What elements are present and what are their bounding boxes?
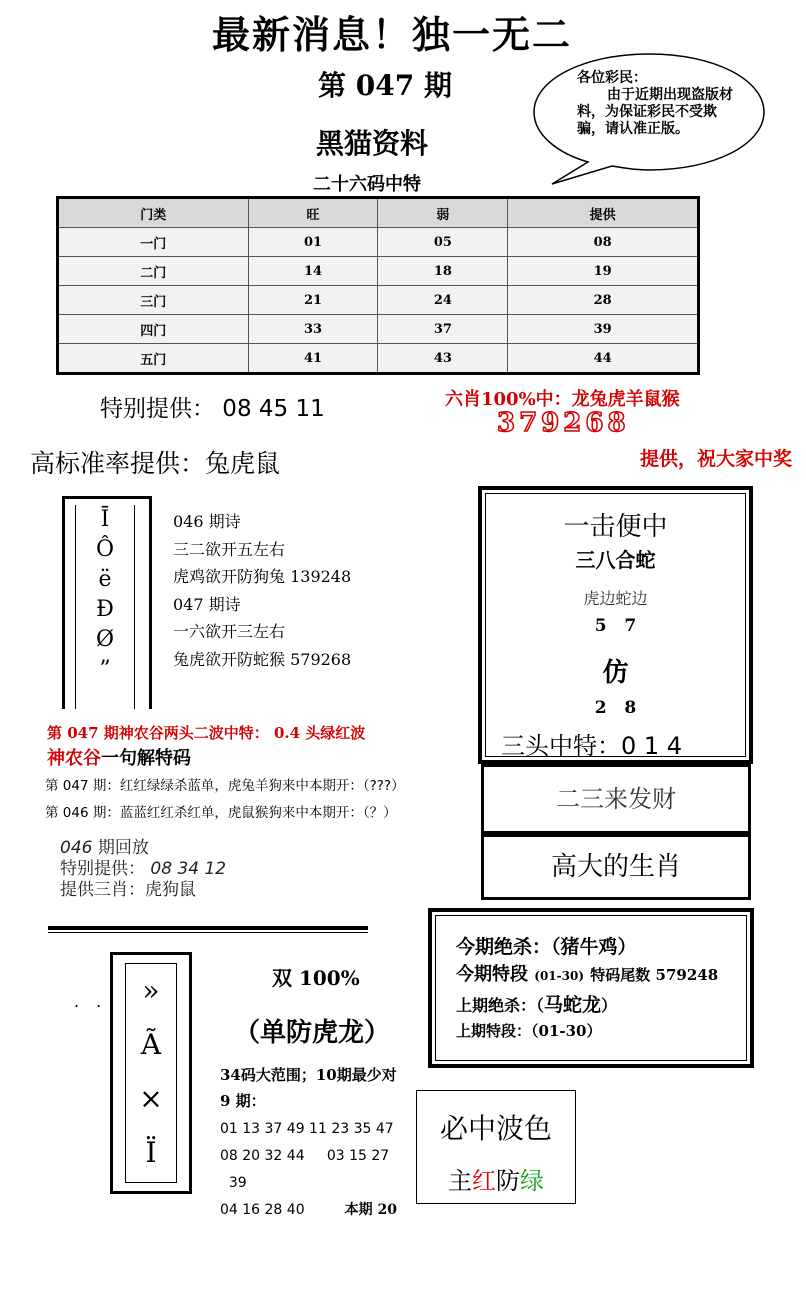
issue-047-line: 第 047 期：红红绿绿杀蓝单，虎兔羊狗来中本期开：（???） [45,778,405,794]
six-zodiac-pick: 六肖100%中：龙兔虎羊鼠猴 [445,389,680,410]
range-issues: 9 期： [220,1092,266,1110]
number-row: 04 16 28 40 [220,1202,305,1218]
review-suffix: 期回放 [97,838,149,858]
table-row [58,315,699,344]
symbol-column [125,963,177,1183]
single-guard: （单防虎龙） [234,1018,391,1048]
review-special-label: 特别提供： [60,859,145,879]
poem-line: 046 期诗 [173,512,241,531]
kill-inner [435,915,747,1061]
number-row-last [220,1197,397,1224]
symbol: » [142,974,160,1007]
table-cell: 39 [508,315,699,344]
range-line: 34码大范围；10期最少对 [220,1066,397,1084]
glyph: Ð [96,597,114,622]
numbers-28: 2 8 [594,698,637,718]
glyph-frame [62,496,152,709]
table-caption: 二十六码中特 [313,174,421,195]
table-cell: 18 [378,257,508,286]
tall-zodiac-box: 高大的生肖 [481,834,751,900]
glyph: ë [98,567,112,592]
review-three [60,880,226,901]
issue-number: 第 047 期 [318,69,452,102]
symbol: Ã [140,1028,162,1061]
table-cell: 44 [508,344,699,374]
door-table [56,196,700,375]
kill-current: 今期绝杀：（猪牛鸡） [456,936,637,958]
review-block [60,838,226,901]
table-header: 弱 [378,198,508,228]
table-cell: 19 [508,257,699,286]
table-row [58,286,699,315]
combo-text: 三八合蛇 [575,548,656,572]
table-row [58,257,699,286]
number-row: 08 20 32 44 03 15 27 [220,1148,390,1164]
shennong-headline: 第 047 期神农谷两头二波中特： 0.4 头绿红波 [47,724,366,742]
table-cell: 24 [378,286,508,315]
divider [48,926,368,930]
table-cell: 三门 [58,286,249,315]
table-row [58,228,699,257]
wave-color-box [416,1090,576,1204]
table-cell: 四门 [58,315,249,344]
divider [48,932,368,933]
table-header-row [58,198,699,228]
table-row [58,344,699,374]
kill-box [428,908,754,1068]
number-row: 01 13 37 49 11 23 35 47 [220,1121,394,1137]
bubble-text [577,70,737,138]
review-issue: 046 [60,838,93,858]
table-cell: 28 [508,286,699,315]
three-head-text: 三头中特：0 1 4 [501,732,683,760]
table-cell: 01 [248,228,378,257]
special-offer: 特别提供： 08 45 11 [100,396,325,422]
symbol: × [139,1082,163,1115]
six-numbers: 379268 [497,408,630,438]
kill-seg-range: (01-30) [534,969,585,983]
wave-red: 红 [472,1167,496,1195]
kill-prev-label: 上期绝杀：（ [456,996,545,1015]
high-rate-offer: 高标准率提供：兔虎鼠 [30,449,281,478]
table-cell: 43 [378,344,508,374]
glyph: Ô [95,537,115,562]
wave-colors [417,1161,575,1196]
review-three-value: 虎狗鼠 [145,880,196,900]
double-title: 双 100% [272,966,360,990]
one-hit-box [478,486,753,764]
table-header: 提供 [508,198,699,228]
shennong-phrase: 一句解特码 [101,748,191,769]
table-cell: 五门 [58,344,249,374]
table-cell: 08 [508,228,699,257]
review-special-value: 08 34 12 [150,859,227,879]
poem-line: 一六欲开三左右 [173,622,286,641]
kill-prev-segment: 上期特段：（01-30） [456,1022,602,1040]
numbers-57: 5 7 [594,616,637,636]
kill-prev-value: 马蛇龙 [544,994,602,1016]
glyph: Ī [100,507,110,532]
source-name: 黑猫资料 [316,127,429,160]
issue-046-line: 第 046 期：蓝蓝红红杀红单，虎鼠猴狗来中本期开：（？） [45,805,397,821]
table-header: 门类 [58,198,249,228]
wave-fang: 防 [496,1167,520,1195]
table-cell: 一门 [58,228,249,257]
fang-text: 仿 [602,658,629,688]
current-issue: 本期 20 [344,1202,397,1218]
kill-seg-label: 今期特段 [456,964,528,985]
shennong-brand: 神农谷 [47,748,101,769]
kill-previous [456,990,617,1017]
edges-text: 虎边蛇边 [583,589,648,608]
shennong-subtitle [47,744,191,770]
one-hit-title: 一击便中 [563,512,668,542]
symbol-frame [110,952,192,1194]
poem-line: 047 期诗 [173,594,241,614]
table-cell: 33 [248,315,378,344]
wave-title: 必中波色 [439,1112,552,1145]
table-cell: 14 [248,257,378,286]
table-header: 旺 [248,198,378,228]
poem-line: 三二欲开五左右 [173,539,286,559]
page-title: 最新消息！独一无二 [212,12,573,57]
table-cell: 05 [378,228,508,257]
glyph: ” [99,657,111,682]
dots: . . [74,992,108,1011]
kill-seg-tail: 特码尾数 579248 [590,966,719,984]
review-title [60,838,226,859]
glyph-column [75,505,135,709]
fortune-box: 二三来发财 [481,764,751,834]
bubble-greeting: 各位彩民： [577,70,647,86]
table-cell: 二门 [58,257,249,286]
kill-prev-close: ） [601,996,618,1015]
kill-segment [456,960,718,986]
symbol: Ï [145,1136,157,1169]
one-hit-inner [485,493,746,760]
poem-line: 兔虎欲开防蛇猴 579268 [173,649,352,669]
review-three-label: 提供三肖： [60,880,145,900]
review-special [60,859,226,880]
glyph: Ø [95,627,115,652]
wave-green: 绿 [520,1167,544,1195]
number-row: 39 [220,1175,247,1191]
table-cell: 41 [248,344,378,374]
bubble-message: 由于近期出现盗版材料，为保证彩民不受欺骗，请认准正版。 [577,87,733,137]
poem-block [173,508,351,673]
wish-text: 提供，祝大家中奖 [640,448,793,470]
wave-main: 主 [448,1167,472,1195]
number-list [220,1116,397,1224]
poem-line: 虎鸡欲开防狗兔 139248 [173,567,352,586]
range-text [220,1062,397,1114]
table-cell: 37 [378,315,508,344]
table-cell: 21 [248,286,378,315]
